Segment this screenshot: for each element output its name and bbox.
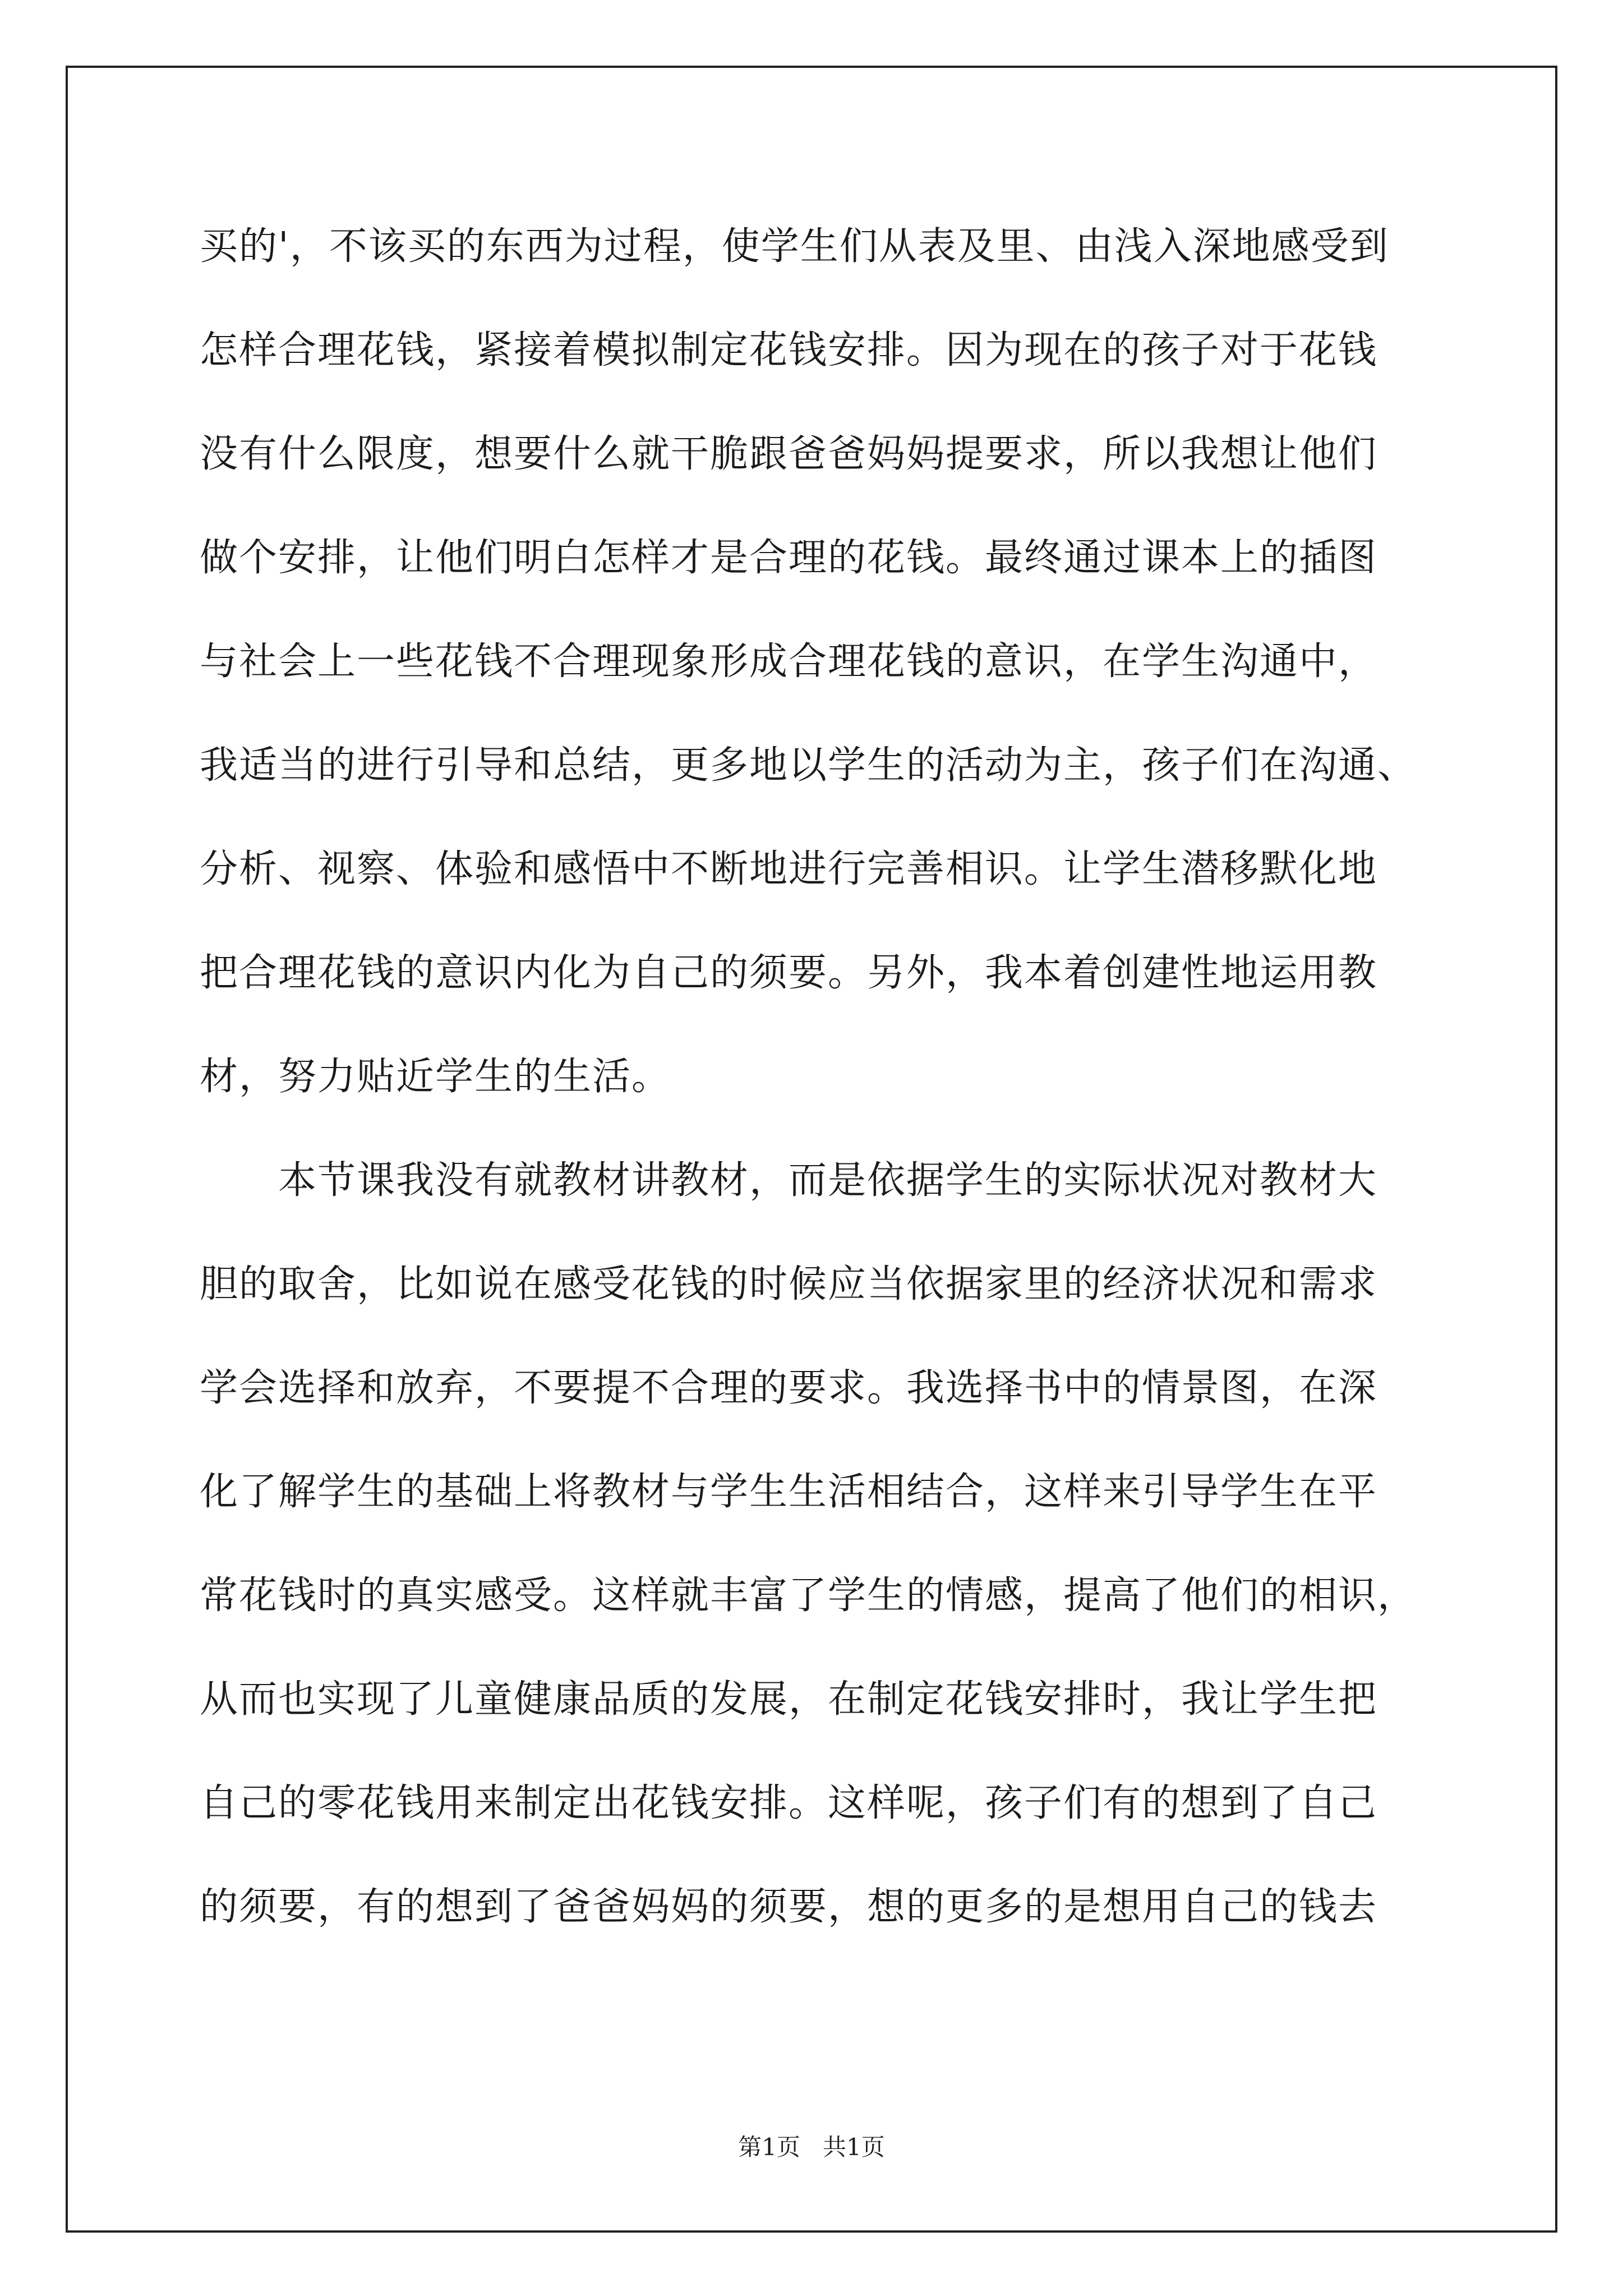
document-body xyxy=(200,219,1433,1983)
text-line: 分析、视察、体验和感悟中不断地进行完善相识。让学生潜移默化地 xyxy=(200,847,1378,891)
text-line: 从而也实现了儿童健康品质的发展，在制定花钱安排时，我让学生把 xyxy=(200,1677,1378,1722)
text-line: 没有什么限度，想要什么就干脆跟爸爸妈妈提要求，所以我想让他们 xyxy=(200,432,1378,476)
text-line: 怎样合理花钱，紧接着模拟制定花钱安排。因为现在的孩子对于花钱 xyxy=(200,328,1378,372)
text-line: 买的'，不该买的东西为过程，使学生们从表及里、由浅入深地感受到 xyxy=(200,224,1389,269)
page-number-footer: 第1页 共1页 xyxy=(738,2133,885,2161)
text-line: 本节课我没有就教材讲教材，而是依据学生的实际状况对教材大 xyxy=(200,1158,1378,1203)
text-line: 自己的零花钱用来制定出花钱安排。这样呢，孩子们有的想到了自己 xyxy=(200,1781,1378,1825)
text-line: 学会选择和放弃，不要提不合理的要求。我选择书中的情景图，在深 xyxy=(200,1366,1378,1410)
text-line: 与社会上一些花钱不合理现象形成合理花钱的意识，在学生沟通中， xyxy=(200,639,1378,684)
text-line: 我适当的进行引导和总结，更多地以学生的活动为主，孩子们在沟通、 xyxy=(200,743,1417,788)
text-line: 的须要，有的想到了爸爸妈妈的须要，想的更多的是想用自己的钱去 xyxy=(200,1885,1378,1929)
text-line: 做个安排，让他们明白怎样才是合理的花钱。最终通过课本上的插图 xyxy=(200,536,1378,580)
text-line: 化了解学生的基础上将教材与学生生活相结合，这样来引导学生在平 xyxy=(200,1470,1378,1514)
text-line: 把合理花钱的意识内化为自己的须要。另外，我本着创建性地运用教 xyxy=(200,951,1378,995)
text-line: 材，努力贴近学生的生活。 xyxy=(200,1055,671,1099)
text-line: 常花钱时的真实感受。这样就丰富了学生的情感，提高了他们的相识， xyxy=(200,1573,1417,1618)
text-line: 胆的取舍，比如说在感受花钱的时候应当依据家里的经济状况和需求 xyxy=(200,1262,1378,1306)
